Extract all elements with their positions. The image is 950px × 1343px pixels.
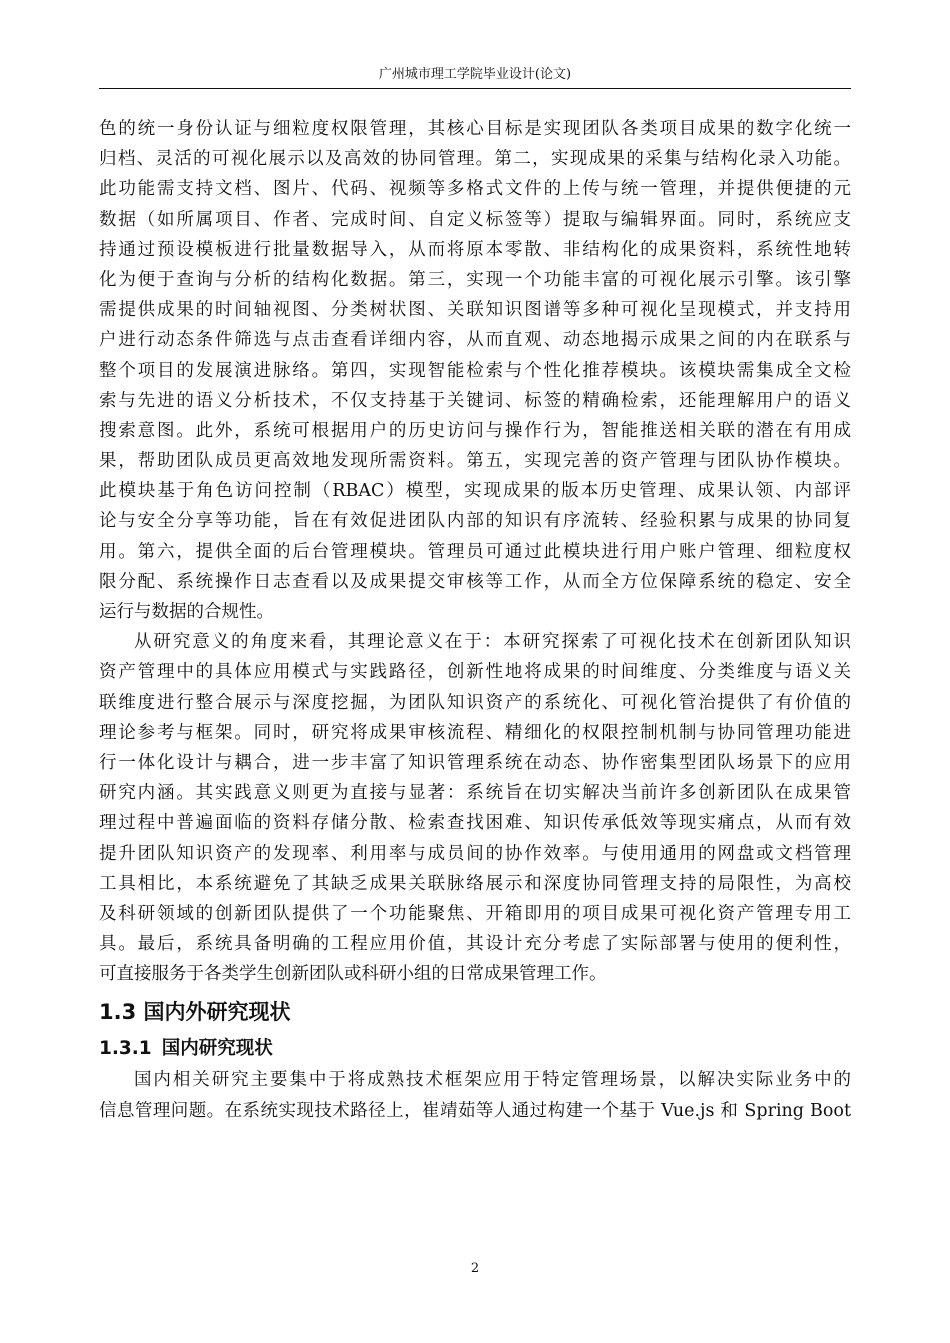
paragraph-line: 归档、灵活的可视化展示以及高效的协同管理。第二，实现成果的采集与结构化录入功能。 xyxy=(99,149,851,170)
paragraph-line: 化为便于查询与分析的结构化数据。第三，实现一个功能丰富的可视化展示引擎。该引擎 xyxy=(99,269,851,290)
paragraph-line: 行一体化设计与耦合，进一步丰富了知识管理系统在动态、协作密集型团队场景下的应用 xyxy=(99,752,851,773)
paragraph-line: 联维度进行整合展示与深度挖掘，为团队知识资产的系统化、可视化管治提供了有价值的 xyxy=(99,692,851,713)
paragraph-line: 搜索意图。此外，系统可根据用户的历史访问与操作行为，智能推送相关联的潜在有用成 xyxy=(99,420,851,441)
paragraph-line: 此功能需支持文档、图片、代码、视频等多格式文件的上传与统一管理，并提供便捷的元 xyxy=(99,179,851,200)
paragraphs xyxy=(99,114,851,989)
paragraph-line: 及科研领域的创新团队提供了一个功能聚焦、开箱即用的项目成果可视化资产管理专用工 xyxy=(99,903,851,924)
paragraph-line: 数据（如所属项目、作者、完成时间、自定义标签等）提取与编辑界面。同时，系统应支 xyxy=(99,209,851,230)
paragraph-line: 户进行动态条件筛选与点击查看详细内容，从而直观、动态地揭示成果之间的内在联系与 xyxy=(99,330,851,351)
paragraph-line: 果，帮助团队成员更高效地发现所需资料。第五，实现完善的资产管理与团队协作模块。 xyxy=(99,451,851,472)
paragraph-line: 提升团队知识资产的发现率、利用率与成员间的协作效率。与使用通用的网盘或文档管理 xyxy=(99,843,851,864)
final-paragraph xyxy=(99,1065,851,1125)
section-heading: 1.3 国内外研究现状 xyxy=(99,1000,291,1025)
paragraph-line: 论与安全分享等功能，旨在有效促进团队内部的知识有序流转、经验积累与成果的协同复 xyxy=(99,511,851,532)
subsection-number: 1.3.1 xyxy=(99,1038,152,1060)
paragraph-line: 具。最后，系统具备明确的工程应用价值，其设计充分考虑了实际部署与使用的便利性， xyxy=(99,934,851,955)
subsection-heading xyxy=(99,1037,851,1061)
paragraph-line: 持通过预设模板进行批量数据导入，从而将原本零散、非结构化的成果资料，系统性地转 xyxy=(99,239,851,260)
paragraph-line: 索与先进的语义分析技术，不仅支持基于关键词、标签的精确检索，还能理解用户的语义 xyxy=(99,390,851,411)
paragraph-line: 此模块基于角色访问控制（RBAC）模型，实现成果的版本历史管理、成果认领、内部评 xyxy=(99,481,851,502)
body-text xyxy=(99,114,851,1126)
paragraph-line: 资产管理中的具体应用模式与实践路径，创新性地将成果的时间维度、分类维度与语义关 xyxy=(99,662,851,683)
paragraph-line: 运行与数据的合规性。 xyxy=(99,602,274,622)
paragraph-line: 色的统一身份认证与细粒度权限管理，其核心目标是实现团队各类项目成果的数字化统一 xyxy=(99,119,851,139)
paragraph-line: 研究内涵。其实践意义则更为直接与显著：系统旨在切实解决当前许多创新团队在成果管 xyxy=(99,783,851,804)
paragraph-line: 国内相关研究主要集中于将成熟技术框架应用于特定管理场景，以解决实际业务中的 xyxy=(134,1070,851,1091)
paragraph-line: 信息管理问题。在系统实现技术路径上，崔靖茹等人通过构建一个基于 Vue.js 和 Spring Boot xyxy=(99,1100,851,1121)
paragraph-line: 可直接服务于各类学生创新团队或科研小组的日常成果管理工作。 xyxy=(99,964,607,985)
page-header xyxy=(99,56,851,90)
paragraph-line: 用。第六，提供全面的后台管理模块。管理员可通过此模块进行用户账户管理、细粒度权 xyxy=(99,541,851,562)
header-title: 广州城市理工学院毕业设计(论文) xyxy=(378,67,572,82)
page-number: 2 xyxy=(470,1261,480,1276)
paragraph-line: 工具相比，本系统避免了其缺乏成果关联脉络展示和深度协同管理支持的局限性，为高校 xyxy=(99,873,851,894)
header-rule xyxy=(99,88,851,89)
paragraph-line: 整个项目的发展演进脉络。第四，实现智能检索与个性化推荐模块。该模块需集成全文检 xyxy=(99,360,851,381)
paragraph-line: 需提供成果的时间轴视图、分类树状图、关联知识图谱等多种可视化呈现模式，并支持用 xyxy=(99,300,851,321)
subsection-title: 国内研究现状 xyxy=(161,1038,273,1060)
paragraph-line: 从研究意义的角度来看，其理论意义在于：本研究探索了可视化技术在创新团队知识 xyxy=(134,632,851,653)
paragraph-line: 限分配、系统操作日志查看以及成果提交审核等工作，从而全方位保障系统的稳定、安全 xyxy=(99,571,851,592)
paragraph-line: 理论参考与框架。同时，研究将成果审核流程、精细化的权限控制机制与协同管理功能进 xyxy=(99,722,851,743)
paragraph-line: 理过程中普遍面临的资料存储分散、检索查找困难、知识传承低效等现实痛点，从而有效 xyxy=(99,813,851,834)
